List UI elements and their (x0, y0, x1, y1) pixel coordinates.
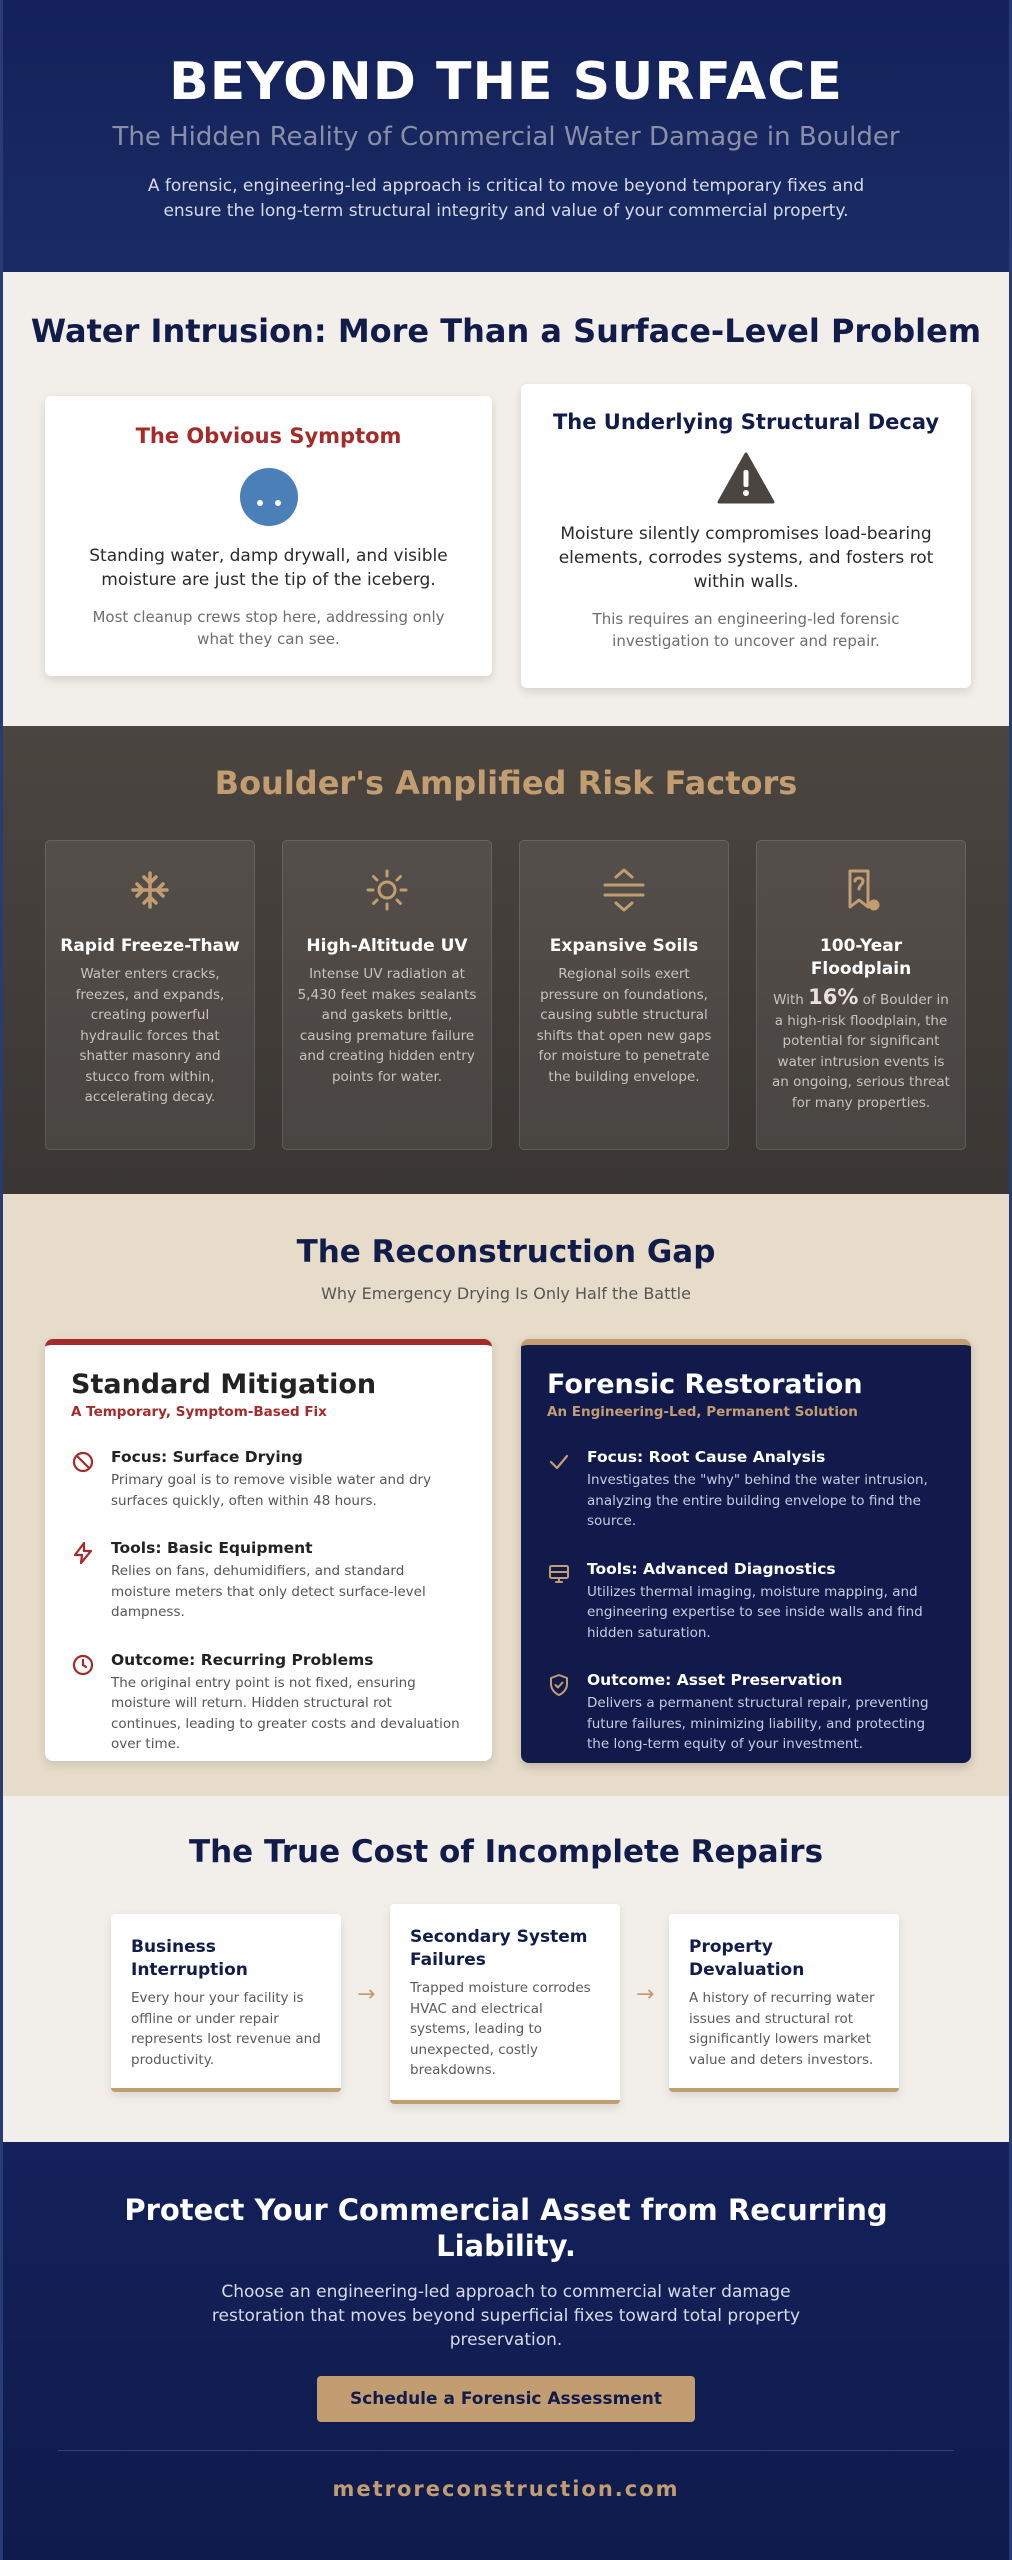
risk-body-3: of Boulder in a high-risk floodplain, the potential for significant water intrusion events is an ongoing, serious threat for many properties. (772, 992, 950, 1111)
symptom-title: The Obvious Symptom (135, 424, 402, 448)
cost-card-title: Property Devaluation (689, 1937, 805, 1980)
arrow-right-icon: → (636, 1982, 655, 2007)
risk-title: Boulder's Amplified Risk Factors (214, 764, 798, 802)
risk-card-floodplain (756, 840, 966, 1150)
standard-item-title: Outcome: Recurring Problems (111, 1650, 374, 1669)
hero-section (3, 0, 1009, 272)
standard-mitigation-card (45, 1339, 492, 1761)
expand-vertical-icon (532, 867, 716, 913)
cost-card-business (111, 1914, 341, 2092)
forensic-item-title: Focus: Root Cause Analysis (587, 1448, 826, 1466)
cost-section (3, 1796, 1009, 2142)
shield-check-icon (547, 1671, 587, 1755)
standard-tag: A Temporary, Symptom-Based Fix (71, 1404, 327, 1420)
forensic-title: Forensic Restoration (547, 1369, 863, 1400)
forensic-item-text: Investigates the "why" behind the water intrusion, analyzing the entire building envelope to find the source. (587, 1472, 928, 1529)
schedule-assessment-button[interactable]: Schedule a Forensic Assessment (317, 2376, 695, 2422)
forensic-item (547, 1448, 945, 1532)
risk-text-3 (769, 987, 953, 1113)
check-icon (547, 1448, 587, 1532)
hero-lead: A forensic, engineering-led approach is critical to move beyond temporary fixes and ensure the long-term structural integrity and value of your commercial property. (147, 176, 865, 221)
lightning-icon (71, 1539, 111, 1623)
website-link[interactable]: metroreconstruction.com (332, 2477, 680, 2501)
map-pin-book-icon (769, 867, 953, 913)
arrow-right-icon: → (357, 1982, 376, 2007)
risk-pre-3: With (773, 992, 804, 1008)
forensic-item-text: Delivers a permanent structural repair, preventing future failures, minimizing liability, and protecting the long-term equity of your investment. (587, 1695, 929, 1752)
standard-title: Standard Mitigation (71, 1369, 377, 1400)
cost-card-title: Business Interruption (131, 1937, 248, 1980)
cta-section (3, 2142, 1009, 2560)
symptom-note: Most cleanup crews stop here, addressing only what they can see. (92, 608, 445, 648)
forensic-item-text: Utilizes thermal imaging, moisture mapping, and engineering expertise to see inside walls and find hidden saturation. (587, 1583, 923, 1641)
prohibited-icon (71, 1448, 111, 1511)
cost-card-text: Every hour your facility is offline or under repair represents lost revenue and productivity. (131, 1990, 321, 2068)
risk-card-uv (282, 840, 492, 1150)
cost-title: The True Cost of Incomplete Repairs (188, 1834, 824, 1870)
risk-title-2: Expansive Soils (549, 936, 699, 956)
gap-title: The Reconstruction Gap (296, 1234, 716, 1270)
cost-card-title: Secondary System Failures (410, 1927, 588, 1970)
gap-section (3, 1194, 1009, 1796)
forensic-item-title: Tools: Advanced Diagnostics (587, 1559, 836, 1578)
hero-subtitle: The Hidden Reality of Commercial Water Damage in Boulder (112, 122, 900, 152)
risk-title-3: 100-Year Floodplain (810, 936, 912, 979)
risk-title-1: High-Altitude UV (306, 936, 468, 956)
standard-item-text: The original entry point is not fixed, ensuring moisture will return. Hidden structural rot continues, leading to greater costs and devaluation over time. (111, 1674, 460, 1752)
standard-item (71, 1539, 466, 1623)
forensic-item (547, 1560, 945, 1644)
cost-card-secondary (390, 1904, 620, 2104)
forensic-item (547, 1671, 945, 1755)
floodplain-stat: 16% (808, 985, 859, 1009)
monitor-icon (547, 1560, 587, 1644)
cost-card-devaluation (669, 1914, 899, 2092)
sun-icon (295, 867, 479, 913)
decay-title: The Underlying Structural Decay (552, 410, 940, 434)
intrusion-section (3, 272, 1009, 726)
cost-card-text: Trapped moisture corrodes HVAC and electrical systems, leading to unexpected, costly breakdowns. (410, 1980, 591, 2078)
symptom-text: Standing water, damp drywall, and visible moisture are just the tip of the iceberg. (89, 546, 448, 590)
standard-item-title: Focus: Surface Drying (111, 1448, 303, 1466)
decay-note: This requires an engineering-led forensic investigation to uncover and repair. (592, 610, 900, 650)
intrusion-title: Water Intrusion: More Than a Surface-Level Problem (30, 312, 982, 350)
cta-text: Choose an engineering-led approach to commercial water damage restoration that moves beyond superficial fixes toward total property preservation. (211, 2282, 801, 2350)
standard-item-text: Primary goal is to remove visible water and dry surfaces quickly, often within 48 hours. (111, 1472, 432, 1509)
snowflake-icon (58, 867, 242, 913)
divider (58, 2450, 954, 2451)
water-drop-icon (240, 468, 298, 526)
warning-triangle-icon (717, 452, 775, 504)
symptom-card (45, 396, 492, 676)
risk-text-0: Water enters cracks, freezes, and expands, creating powerful hydraulic forces that shatter masonry and stucco from within, accelerating decay. (75, 966, 225, 1105)
risk-card-soils (519, 840, 729, 1150)
standard-item-title: Tools: Basic Equipment (111, 1539, 313, 1557)
risk-text-1: Intense UV radiation at 5,430 feet makes sealants and gaskets brittle, causing premature failure and creating hidden entry points for water. (297, 966, 477, 1085)
standard-item-text: Relies on fans, dehumidifiers, and standard moisture meters that only detect surface-level dampness. (111, 1563, 426, 1620)
decay-text: Moisture silently compromises load-bearing elements, corrodes systems, and fosters rot within walls. (558, 524, 934, 592)
standard-item (71, 1651, 466, 1755)
standard-item (71, 1448, 466, 1511)
decay-card (521, 384, 971, 688)
cost-card-text: A history of recurring water issues and structural rot significantly lowers market value and deters investors. (689, 1990, 875, 2068)
risk-text-2: Regional soils exert pressure on foundations, causing subtle structural shifts that open new gaps for moisture to penetrate the building envelope. (536, 966, 712, 1085)
risk-title-0: Rapid Freeze-Thaw (60, 936, 240, 956)
forensic-restoration-card (521, 1339, 971, 1763)
cta-title: Protect Your Commercial Asset from Recurring Liability. (124, 2193, 888, 2263)
clock-icon (71, 1651, 111, 1755)
gap-subtitle: Why Emergency Drying Is Only Half the Battle (321, 1284, 691, 1303)
hero-title: BEYOND THE SURFACE (169, 52, 843, 112)
risk-card-freeze-thaw (45, 840, 255, 1150)
forensic-tag: An Engineering-Led, Permanent Solution (547, 1404, 858, 1420)
forensic-item-title: Outcome: Asset Preservation (587, 1671, 843, 1689)
risk-section (3, 726, 1009, 1194)
